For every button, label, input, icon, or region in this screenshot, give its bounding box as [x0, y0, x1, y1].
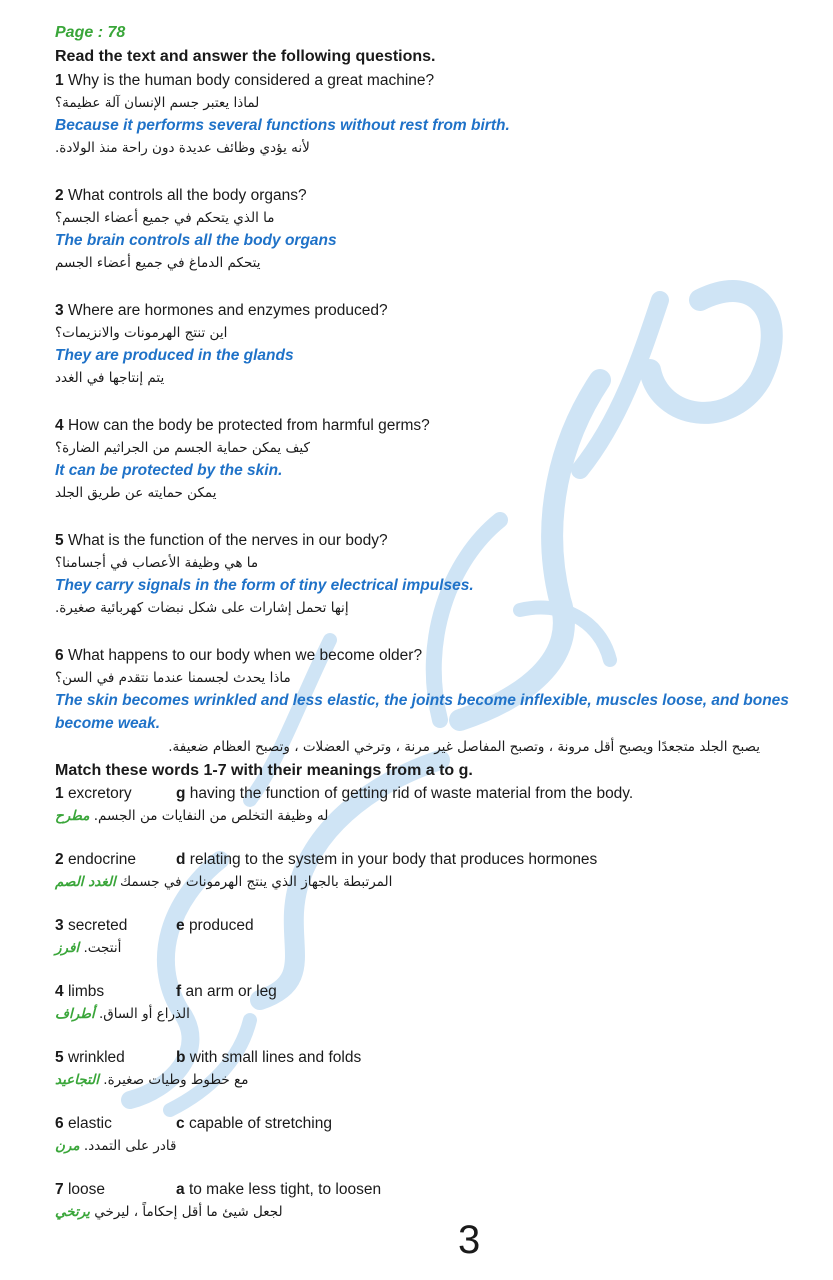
answer-text: They carry signals in the form of tiny electrical impulses.	[55, 577, 474, 594]
match-word: 3 secreted	[55, 917, 128, 934]
question-block	[55, 300, 815, 389]
question-text: 3 Where are hormones and enzymes produced?	[55, 302, 388, 319]
match-meaning: g having the function of getting rid of waste material from the body.	[176, 785, 634, 802]
match-arabic: أطراف الذراع أو الساق.	[55, 1006, 190, 1022]
match-word: 6 elastic	[55, 1115, 112, 1132]
match-instruction: Match these words 1-7 with their meanings from a to g.	[55, 762, 473, 779]
match-word: 2 endocrine	[55, 851, 137, 868]
question-arabic: اين تنتج الهرمونات والانزيمات؟	[55, 325, 228, 341]
question-block	[55, 415, 815, 504]
match-word: 5 wrinkled	[55, 1049, 125, 1066]
answer-arabic: يصبح الجلد متجعدًا ويصبح أقل مرونة ، وتصبح المفاصل غير مرنة ، وترخي العضلات ، وتصبح العظام ضعيفة.	[168, 739, 760, 755]
match-item	[55, 981, 815, 1025]
match-arabic: يرتخي لجعل شيئ ما أقل إحكاماً ، ليرخي	[55, 1204, 283, 1220]
match-word: 1 excretory	[55, 785, 132, 802]
match-item	[55, 1179, 815, 1223]
question-block	[55, 185, 815, 274]
question-text: 5 What is the function of the nerves in our body?	[55, 532, 388, 549]
match-arabic: التجاعيد مع خطوط وطيات صغيرة.	[55, 1072, 249, 1088]
match-meaning: b with small lines and folds	[176, 1049, 362, 1066]
question-text: 2 What controls all the body organs?	[55, 187, 307, 204]
match-item	[55, 1113, 815, 1157]
page-number: 3	[458, 1218, 481, 1262]
match-arabic: افرز أنتجت.	[55, 940, 122, 956]
match-meaning: e produced	[176, 917, 254, 934]
match-word: 4 limbs	[55, 983, 105, 1000]
question-text: 6 What happens to our body when we become older?	[55, 647, 423, 664]
match-item	[55, 783, 815, 827]
question-arabic: ماذا يحدث لجسمنا عندما نتقدم في السن؟	[55, 670, 291, 686]
answer-text: The brain controls all the body organs	[55, 232, 337, 249]
question-block	[55, 70, 815, 159]
match-item	[55, 915, 815, 959]
answer-text: It can be protected by the skin.	[55, 462, 283, 479]
question-block	[55, 645, 815, 759]
answer-text: The skin becomes wrinkled and less elastic, the joints become inflexible, muscles loose, and bones become weak.	[55, 692, 789, 732]
match-arabic: الغدد الصم المرتبطة بالجهاز الذي ينتج الهرمونات في جسمك	[55, 874, 393, 890]
question-arabic: ما هي وظيفة الأعصاب في أجسامنا؟	[55, 555, 259, 571]
match-item	[55, 849, 815, 893]
match-meaning: a to make less tight, to loosen	[176, 1181, 382, 1198]
answer-arabic: لأنه يؤدي وظائف عديدة دون راحة منذ الولادة.	[55, 140, 310, 156]
match-meaning: f an arm or leg	[176, 983, 277, 1000]
match-meaning: c capable of stretching	[176, 1115, 332, 1132]
match-arabic: مرن قادر على التمدد.	[55, 1138, 177, 1154]
instruction: Read the text and answer the following questions.	[55, 48, 436, 65]
match-item	[55, 1047, 815, 1091]
match-meaning: d relating to the system in your body that produces hormones	[176, 851, 598, 868]
page-label: Page : 78	[55, 24, 126, 41]
document-body	[55, 22, 815, 1245]
match-word: 7 loose	[55, 1181, 105, 1198]
answer-arabic: إنها تحمل إشارات على شكل نبضات كهربائية صغيرة.	[55, 600, 349, 616]
answer-text: Because it performs several functions without rest from birth.	[55, 117, 510, 134]
answer-arabic: يتحكم الدماغ في جميع أعضاء الجسم	[55, 255, 261, 271]
question-arabic: لماذا يعتبر جسم الإنسان آلة عظيمة؟	[55, 95, 260, 111]
answer-text: They are produced in the glands	[55, 347, 294, 364]
match-arabic: مطرح له وظيفة التخلص من النفايات من الجسم.	[55, 808, 329, 824]
question-arabic: ما الذي يتحكم في جميع أعضاء الجسم؟	[55, 210, 275, 226]
question-arabic: كيف يمكن حماية الجسم من الجراثيم الضارة؟	[55, 440, 310, 456]
question-text: 4 How can the body be protected from harmful germs?	[55, 417, 430, 434]
question-block	[55, 530, 815, 619]
question-text: 1 Why is the human body considered a great machine?	[55, 72, 435, 89]
answer-arabic: يتم إنتاجها في الغدد	[55, 370, 165, 386]
answer-arabic: يمكن حمايته عن طريق الجلد	[55, 485, 217, 501]
